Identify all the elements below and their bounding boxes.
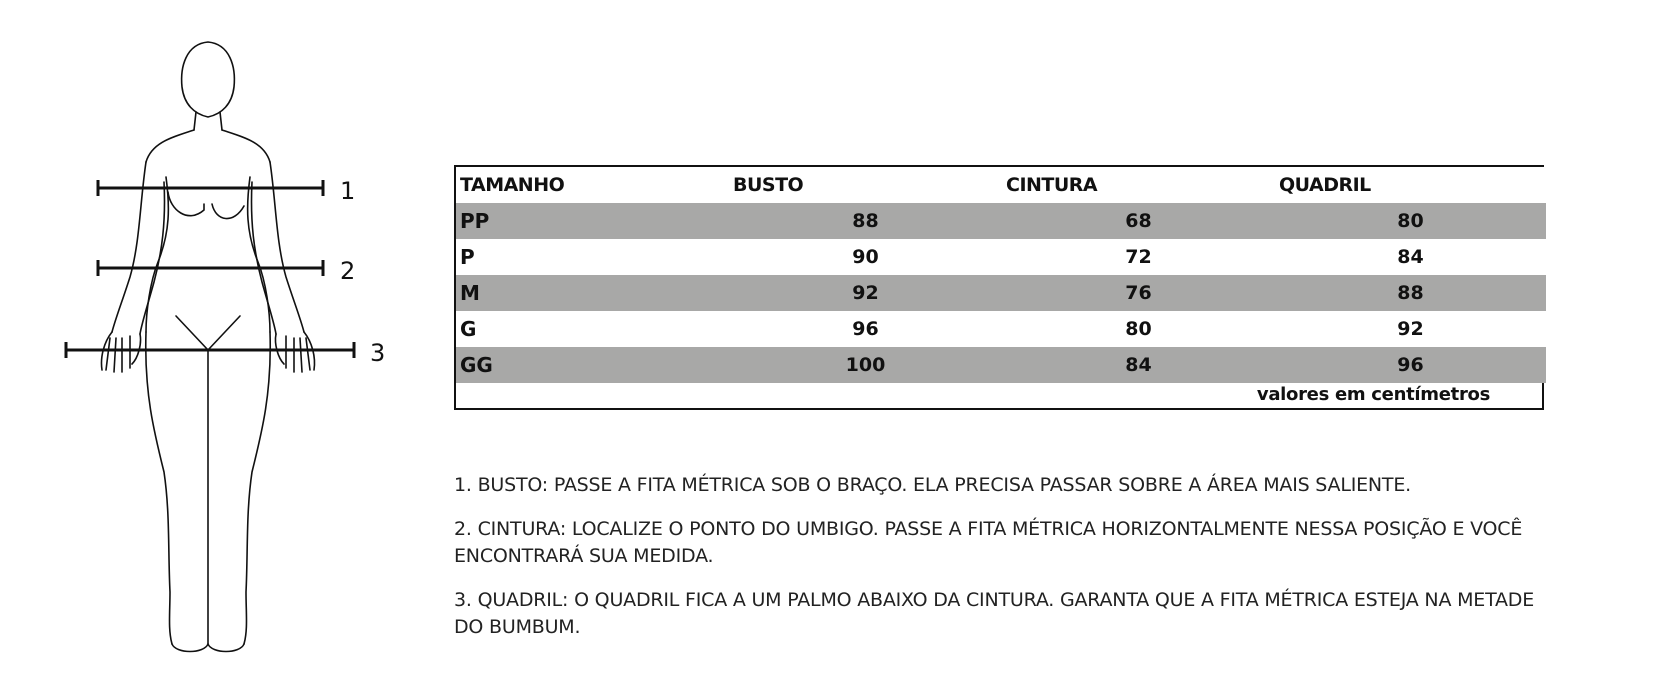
measurement-instructions [454, 472, 1554, 658]
table-row [456, 347, 1546, 383]
cintura-cell: 68 [1002, 203, 1275, 239]
header-tamanho: TAMANHO [456, 167, 729, 203]
quadril-cell: 88 [1275, 275, 1546, 311]
header-quadril: QUADRIL [1275, 167, 1546, 203]
size-table-container [454, 165, 1544, 410]
cintura-cell: 72 [1002, 239, 1275, 275]
quadril-cell: 80 [1275, 203, 1546, 239]
busto-cell: 90 [729, 239, 1002, 275]
instruction-quadril: 3. QUADRIL: O QUADRIL FICA A UM PALMO ABAIXO DA CINTURA. GARANTA QUE A FITA MÉTRICA ESTEJA NA METADE DO BUMBUM. [454, 589, 1535, 638]
table-row [456, 311, 1546, 347]
header-cintura: CINTURA [1002, 167, 1275, 203]
quadril-cell: 84 [1275, 239, 1546, 275]
measure-label-3: 3 [370, 339, 386, 367]
busto-cell: 96 [729, 311, 1002, 347]
instruction-cintura: 2. CINTURA: LOCALIZE O PONTO DO UMBIGO. PASSE A FITA MÉTRICA HORIZONTALMENTE NESSA POSIÇÃO E VOCÊ ENCONTRARÁ SUA MEDIDA. [454, 518, 1523, 567]
quadril-cell: 92 [1275, 311, 1546, 347]
cintura-cell: 84 [1002, 347, 1275, 383]
cintura-cell: 76 [1002, 275, 1275, 311]
body-measurement-figure [58, 32, 388, 662]
instruction-busto: 1. BUSTO: PASSE A FITA MÉTRICA SOB O BRAÇO. ELA PRECISA PASSAR SOBRE A ÁREA MAIS SALIENTE. [454, 474, 1411, 496]
measure-label-2: 2 [340, 257, 356, 285]
table-row [456, 239, 1546, 275]
size-cell: G [456, 311, 729, 347]
table-row [456, 203, 1546, 239]
body-outline-illustration [58, 32, 388, 662]
quadril-cell: 96 [1275, 347, 1546, 383]
busto-cell: 100 [729, 347, 1002, 383]
measure-label-1: 1 [340, 177, 356, 205]
size-cell: P [456, 239, 729, 275]
units-note: valores em centímetros [1256, 384, 1490, 405]
cintura-cell: 80 [1002, 311, 1275, 347]
table-row [456, 275, 1546, 311]
size-table [456, 167, 1546, 383]
header-busto: BUSTO [729, 167, 1002, 203]
busto-cell: 92 [729, 275, 1002, 311]
size-cell: PP [456, 203, 729, 239]
size-cell: GG [456, 347, 729, 383]
size-cell: M [456, 275, 729, 311]
table-header-row [456, 167, 1546, 203]
busto-cell: 88 [729, 203, 1002, 239]
